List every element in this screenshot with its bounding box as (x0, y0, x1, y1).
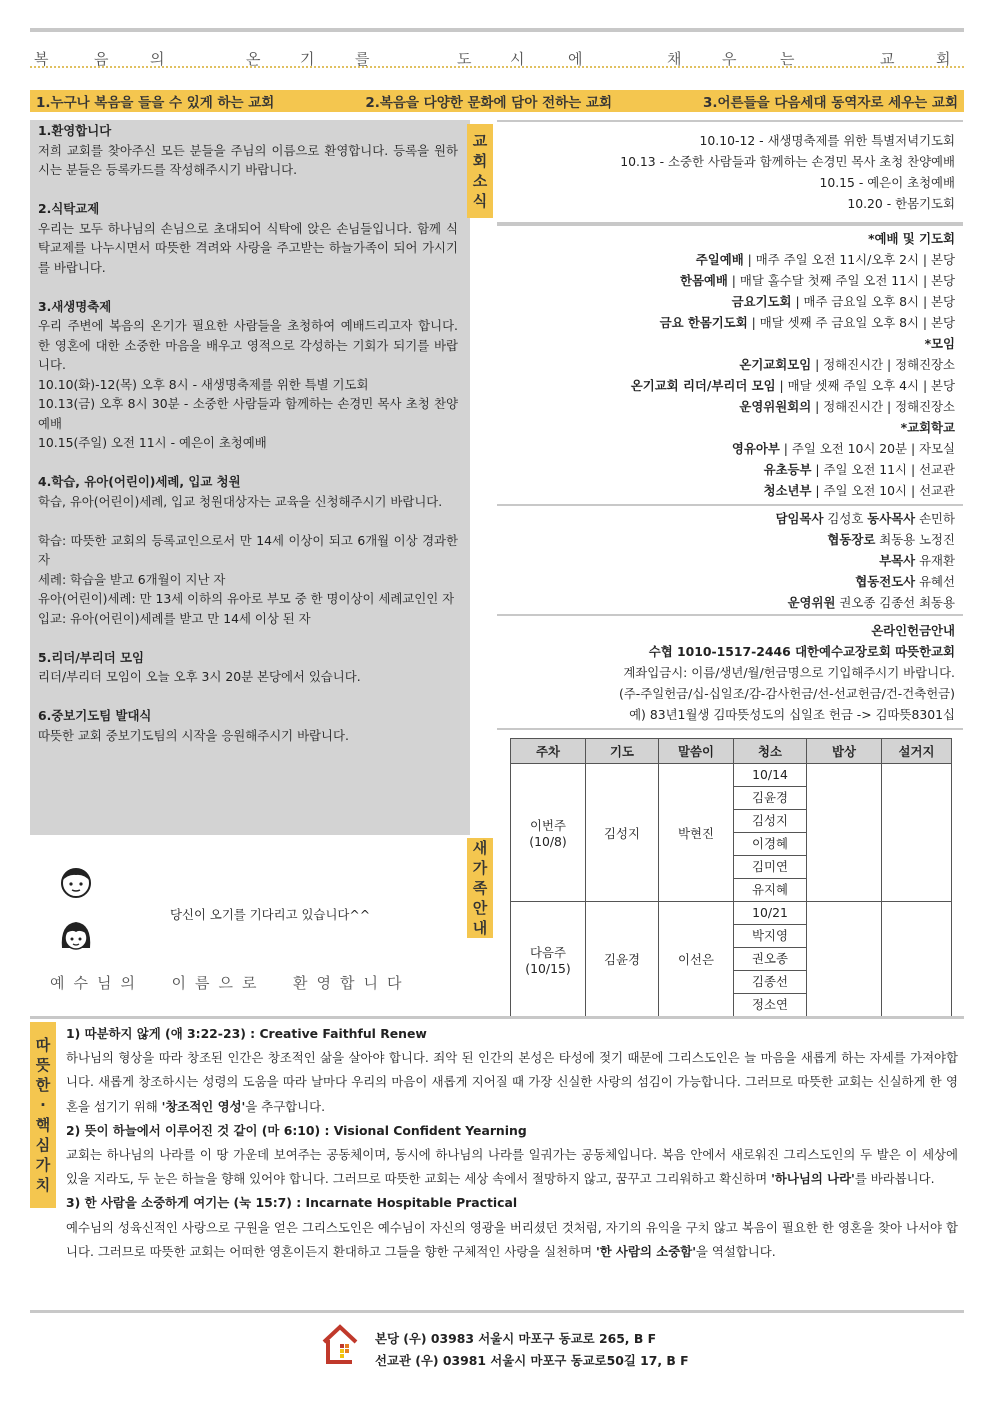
worship-row: 주일예배 | 매주 주일 오전 11시/오후 2시 | 본당 (695, 252, 955, 267)
goal-1: 1.누구나 복음을 들을 수 있게 하는 교회 (36, 95, 275, 111)
news-item (38, 297, 458, 453)
offering-account: 수협 1010-1517-2446 대한예수교장로회 따뜻한교회 (648, 644, 955, 659)
table-row (511, 902, 952, 1017)
worship-row: 금요 한몸기도회 | 매달 셋째 주 금요일 오후 8시 | 본당 (659, 315, 955, 330)
schedule-item: 10.13 - 소중한 사람들과 함께하는 손경민 목사 초청 찬양예배 (620, 154, 955, 169)
schedule-item: 10.15 - 예은이 초청예배 (819, 175, 955, 190)
school-row: 유초등부 | 주일 오전 11시 | 선교관 (763, 462, 955, 477)
staff-row: 부목사 유재환 (879, 553, 955, 568)
column-header: 기도 (586, 739, 659, 764)
core-values (66, 1022, 958, 1264)
tab-new-family: 새 가 족 안 내 (467, 838, 493, 938)
schedule-item: 10.10-12 - 새생명축제를 위한 특별저녁기도회 (699, 133, 955, 148)
footer-addresses (375, 1328, 689, 1372)
slogan-char: 시 (510, 50, 525, 68)
table-row (511, 764, 952, 902)
dish-cell (882, 902, 952, 1017)
column-header: 밥상 (807, 739, 882, 764)
column-header: 설거지 (882, 739, 952, 764)
table-header-row (511, 739, 952, 764)
news-body: 학습, 유아(어린이)세례, 입교 청원대상자는 교육을 신청해주시기 바랍니다. (38, 493, 443, 509)
news-body: 따뜻한 교회 중보기도팀의 시작을 응원해주시기 바랍니다. (38, 727, 349, 743)
footer-rule (30, 1310, 964, 1313)
news-title: 2.식탁교제 (38, 201, 100, 216)
goal-3: 3.어른들을 다음세대 동역자로 세우는 교회 (702, 95, 958, 111)
tab-church-news: 교 회 소 식 (467, 124, 493, 218)
prayer-cell: 김성지 (586, 764, 659, 902)
slogan-char: 회 (936, 50, 951, 68)
tab-core-values: 따 뜻 한 · 핵 심 가 치 (30, 1022, 56, 1208)
school-row: 청소년부 | 주일 오전 10시 | 선교관 (763, 483, 955, 498)
church-logo-icon (320, 1322, 360, 1366)
column-header: 말씀이 (659, 739, 734, 764)
top-rule (30, 28, 964, 32)
slogan-char: 음 (94, 50, 109, 68)
news-item (38, 472, 458, 628)
staff-row: 협동장로 최동용 노정진 (827, 532, 955, 547)
value-body: 교회는 하나님의 나라를 이 땅 가운데 보여주는 공동체이며, 동시에 하나님의 나라를 일궈가는 공동체입니다. 복음 안에서 새로워진 그리스도인의 두 발은 이 세상에 있을 지라도, 두 눈은 하늘을 향해 있어야 합니다. 그러므로 따뜻한 교회는 세상 속에서 절망하지 않고, 꿈꾸고 그리워하고 확신하며 '하나님의 나라'를 바라봅니다. (66, 1147, 958, 1187)
news-item (38, 199, 458, 277)
section-rule (30, 1016, 964, 1019)
schedule-item: 10.20 - 한몸기도회 (847, 196, 955, 211)
welcome-banner: 예수님의 이름으로 환영합니다 (50, 974, 411, 992)
dish-cell (882, 764, 952, 902)
news-title: 1.환영합니다 (38, 123, 112, 138)
news-item (38, 706, 458, 745)
news-body: 우리는 모두 하나님의 손님으로 초대되어 식탁에 앉은 손님들입니다. 함께 식탁교제를 나누시면서 따뜻한 격려와 사랑을 주고받는 하늘가족이 되어 가시기를 바랍니다. (38, 220, 458, 275)
meeting-row: 온기교회모임 | 정해진시간 | 정해진장소 (739, 357, 955, 372)
news-line: 학습: 따뜻한 교회의 등록교인으로서 만 14세 이상이 되고 6개월 이상 경과한 자 (38, 532, 458, 567)
news-item (38, 648, 458, 687)
slogan-char: 온 (246, 50, 261, 68)
meeting-heading: *모임 (924, 336, 955, 351)
slogan-char: 도 (457, 50, 472, 68)
main-address: 본당 (우) 03983 서울시 마포구 동교로 265, B F (375, 1331, 657, 1346)
news-line: 10.13(금) 오후 8시 30분 - 소중한 사람들과 함께하는 손경민 목사 초청 찬양예배 (38, 396, 458, 431)
word-cell: 박현진 (659, 764, 734, 902)
news-line: 10.15(주일) 오전 11시 - 예은이 초청예배 (38, 435, 267, 450)
slogan-char: 우 (722, 50, 737, 68)
offering-box (497, 614, 963, 730)
staff-row: 운영위원 권오종 김종선 최동용 (787, 595, 955, 610)
goal-2: 2.복음을 다양한 문화에 담아 전하는 교회 (365, 95, 612, 111)
meal-cell (807, 902, 882, 1017)
worship-row: 금요기도회 | 매주 금요일 오후 8시 | 본당 (731, 294, 955, 309)
man-icon (58, 864, 94, 900)
mission-address: 선교관 (우) 03981 서울시 마포구 동교로50길 17, B F (375, 1353, 689, 1368)
offering-info (619, 620, 955, 725)
column-header: 주차 (511, 739, 586, 764)
worship-box (497, 224, 963, 504)
slogan-char: 교 (880, 50, 895, 68)
offering-line: 예) 83년1월생 김따뜻성도의 십일조 헌금 -> 김따뜻8301십 (629, 707, 955, 722)
value-title: 1) 따분하지 않게 (애 3:22-23) : Creative Faithful Renew (66, 1026, 427, 1041)
value-body: 예수님의 성육신적인 사랑으로 구원을 얻은 그리스도인은 예수님이 자신의 영광을 버리셨던 것처럼, 자기의 유익을 구치 않고 복음이 필요한 한 영혼을 찾아 나서야 합니다. 그러므로 따뜻한 교회는 어떠한 영혼이든지 환대하고 그들을 향한 구체적인 사랑을 실천하며 '한 사람의 소중함'을 역설합니다. (66, 1219, 958, 1259)
news-body: 리더/부리더 모임이 오늘 오후 3시 20분 본당에서 있습니다. (38, 669, 361, 684)
slogan-char: 는 (780, 50, 795, 68)
meeting-row: 온기교회 리더/부리더 모임 | 매달 셋째 주일 오후 4시 | 본당 (630, 378, 955, 393)
meal-cell (807, 764, 882, 902)
prayer-cell: 김윤경 (586, 902, 659, 1017)
staff-list (776, 508, 955, 613)
news-line: 10.10(화)-12(목) 오후 8시 - 새생명축제를 위한 특별 기도회 (38, 376, 369, 392)
duty-table (510, 738, 952, 1017)
schedule-list (620, 130, 955, 214)
offering-line: 계좌입금시: 이름/생년/월/헌금명으로 기입해주시기 바랍니다. (623, 665, 955, 680)
welcome-message: 당신이 오기를 기다리고 있습니다^^ (170, 907, 371, 922)
church-goals (30, 90, 964, 112)
worship-list (631, 228, 955, 501)
offering-line: (주-주일헌금/십-십일조/감-감사헌금/선-선교헌금/건-건축헌금) (619, 686, 955, 701)
news-line: 세례: 학습을 받고 6개월이 지난 자 (38, 571, 226, 587)
news-item (38, 121, 458, 180)
clean-cell: 10/14 김윤경 김성지 이경혜 김미연 유지혜 (734, 764, 807, 902)
slogan-char: 에 (568, 50, 583, 68)
slogan-underline (30, 66, 964, 68)
news-body: 우리 주변에 복음의 온기가 필요한 사람들을 초청하여 예배드리고자 합니다. 한 영혼에 대한 소중한 마음을 배우고 영적으로 각성하는 기회가 되기를 바랍니다. (38, 318, 458, 372)
news-line: 유아(어린이)세례: 만 13세 이하의 유아로 부모 중 한 명이상이 세례교인인 자 (38, 591, 455, 606)
woman-icon (58, 918, 94, 956)
column-header: 청소 (734, 739, 807, 764)
worship-row: 한몸예배 | 매달 홀수달 첫째 주일 오전 11시 | 본당 (679, 273, 955, 288)
news-title: 6.중보기도팀 발대식 (38, 708, 152, 723)
slogan-char: 기 (300, 50, 315, 68)
word-cell: 이선은 (659, 902, 734, 1017)
news-list (38, 121, 458, 765)
staff-box (497, 504, 963, 614)
news-title: 5.리더/부리더 모임 (38, 649, 144, 665)
clean-cell: 10/21 박지영 권오종 김종선 정소연 (734, 902, 807, 1017)
slogan-char: 복 (34, 50, 49, 68)
slogan-char: 채 (667, 50, 682, 68)
news-body: 저희 교회를 찾아주신 모든 분들을 주님의 이름으로 환영합니다. 등록을 원하시는 분들은 등록카드를 작성해주시기 바랍니다. (38, 142, 458, 177)
week-cell: 이번주 (10/8) (511, 764, 586, 902)
slogan (30, 44, 964, 74)
staff-row: 협동전도사 유혜선 (855, 574, 955, 589)
value-title: 2) 뜻이 하늘에서 이루어진 것 같이 (마 6:10) : Visional Confident Yearning (66, 1122, 527, 1138)
value-title: 3) 한 사람을 소중하게 여기는 (눅 15:7) : Incarnate Hospitable Practical (66, 1195, 518, 1211)
slogan-char: 를 (355, 50, 370, 68)
slogan-char: 의 (150, 50, 165, 68)
meeting-row: 운영위원회의 | 정해진시간 | 정해진장소 (739, 399, 955, 414)
schedule-box (497, 120, 963, 224)
school-row: 영유아부 | 주일 오전 10시 20분 | 자모실 (731, 441, 955, 456)
news-line: 입교: 유아(어린이)세례를 받고 만 14세 이상 된 자 (38, 610, 311, 626)
worship-heading: *예배 및 기도회 (868, 231, 955, 246)
news-title: 3.새생명축제 (38, 298, 112, 314)
week-cell: 다음주 (10/15) (511, 902, 586, 1017)
school-heading: *교회학교 (900, 420, 955, 435)
offering-title: 온라인헌금안내 (871, 623, 955, 638)
value-body: 하나님의 형상을 따라 창조된 인간은 창조적인 삶을 살아야 합니다. 죄악 된 인간의 본성은 타성에 젖기 때문에 그리스도인은 늘 마음을 새롭게 하는 자세를 가져야합니다. 새롭게 창조하시는 성령의 도움을 따라 날마다 우리의 마음이 새롭게 지어질 때 가장 신실한 사랑의 섬김이 가능합니다. 그러므로 따뜻한 교회는 신실하게 한 영혼을 섬기기 위해 '창조적인 영성'을 추구합니다. (66, 1050, 958, 1114)
news-title: 4.학습, 유아(어린이)세례, 입교 청원 (38, 474, 241, 489)
staff-row: 담임목사 김성호 동사목사 손민하 (775, 511, 955, 526)
